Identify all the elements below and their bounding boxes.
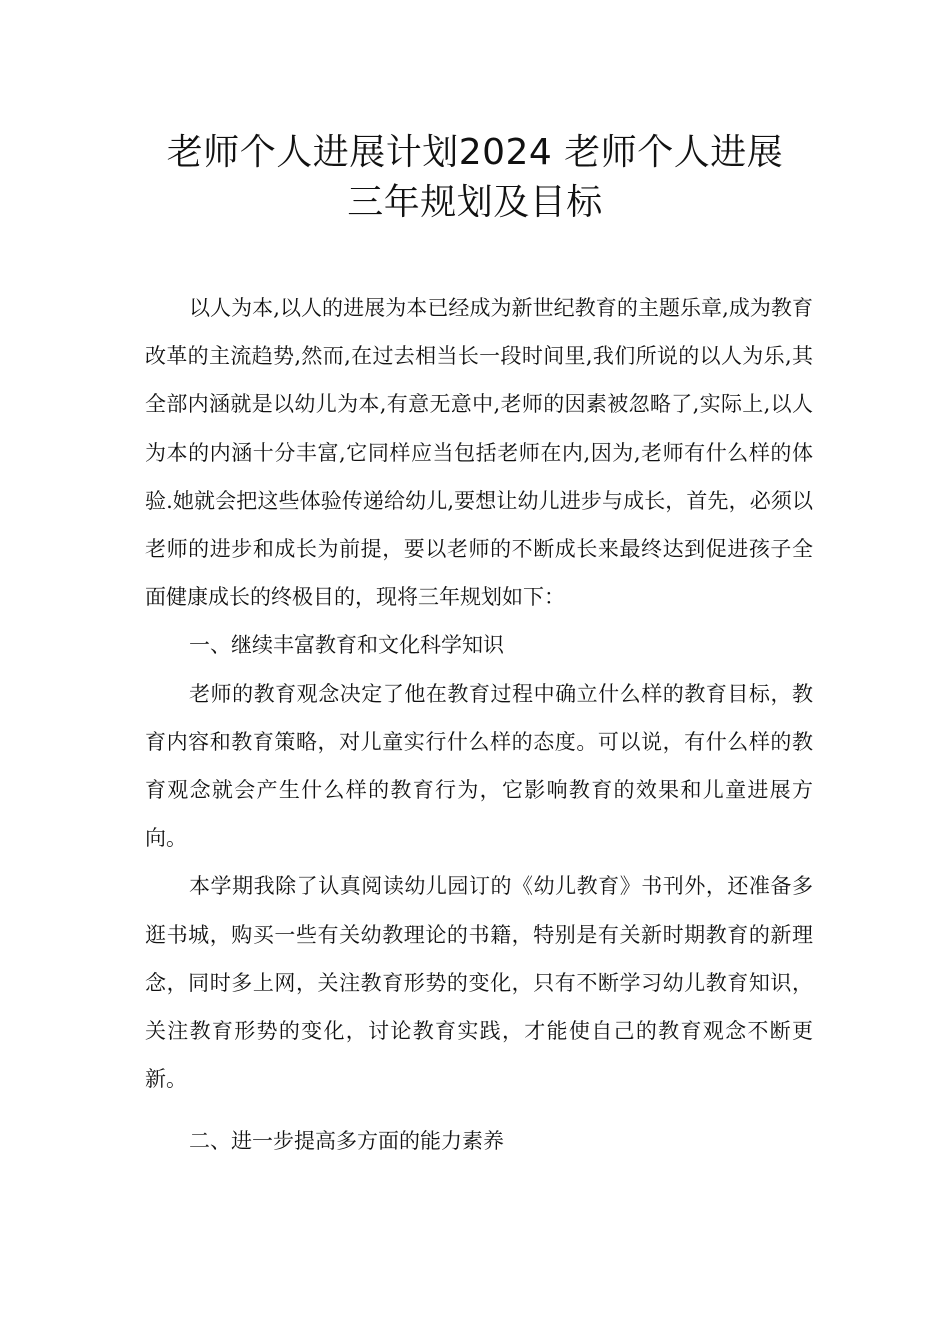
paragraph-intro: 以人为本,以人的进展为本已经成为新世纪教育的主题乐章,成为教育改革的主流趋势,然而,在过去相当长一段时间里,我们所说的以人为乐,其全部内涵就是以幼儿为本,有意无意中,老师的因素被忽略了,实际上,以人为本的内涵十分丰富,它同样应当包括老师在内,因为,老师有什么样的体验.她就会把这些体验传递给幼儿,要想让幼儿进步与成长，首先，必须以老师的进步和成长为前提，要以老师的不断成长来最终达到促进孩子全面健康成长的终极目的，现将三年规划如下： xyxy=(145,296,813,610)
paragraph-education-concept: 老师的教育观念决定了他在教育过程中确立什么样的教育目标，教育内容和教育策略，对儿童实行什么样的态度。可以说，有什么样的教育观念就会产生什么样的教育行为，它影响教育的效果和儿童进展方向。 xyxy=(145,681,813,851)
document-body xyxy=(145,284,813,1166)
title-line-1: 老师个人进展计划2024 老师个人进展 xyxy=(166,132,784,173)
paragraph-study-plan: 本学期我除了认真阅读幼儿园订的《幼儿教育》书刊外，还准备多逛书城，购买一些有关幼教理论的书籍，特别是有关新时期教育的新理念，同时多上网，关注教育形势的变化，只有不断学习幼儿教育知识，关注教育形势的变化，讨论教育实践，才能使自己的教育观念不断更新。 xyxy=(145,874,813,1092)
section-heading-2: 二、进一步提高多方面的能力素养 xyxy=(189,1129,504,1154)
document-title xyxy=(120,128,830,228)
section-heading-1: 一、继续丰富教育和文化科学知识 xyxy=(189,633,504,658)
title-line-2: 三年规划及目标 xyxy=(347,182,603,223)
paragraph-gap xyxy=(145,1103,813,1117)
